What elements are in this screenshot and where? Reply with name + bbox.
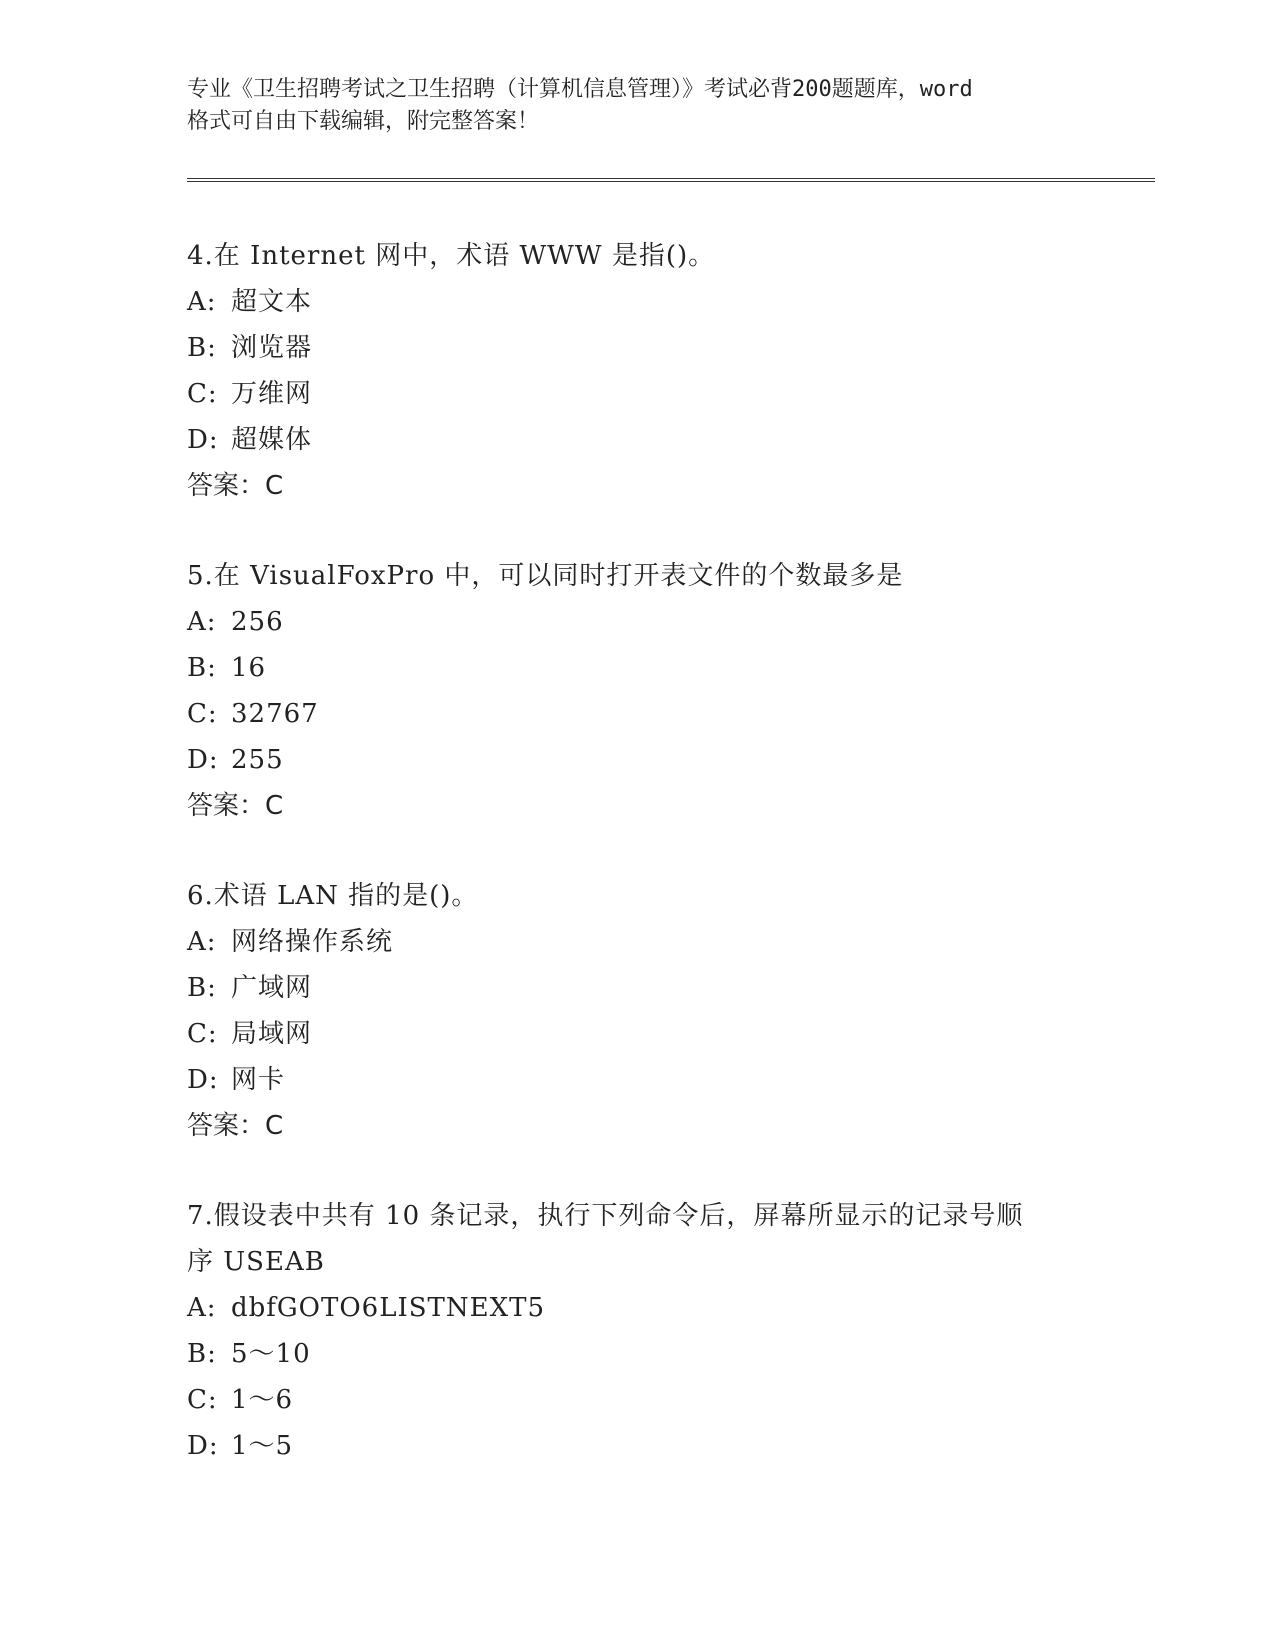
option-key: D:	[187, 745, 219, 775]
option-text: 万维网	[231, 379, 313, 409]
option-key: D:	[187, 1431, 219, 1461]
question-stem-line-2: 序 USEAB	[187, 1247, 325, 1277]
option-a	[187, 1285, 1137, 1331]
option-text: 5～10	[231, 1339, 311, 1369]
option-key: B:	[187, 973, 217, 1003]
option-text: 超媒体	[231, 425, 313, 455]
answer-value: C	[265, 791, 284, 821]
answer-label: 答案：	[187, 791, 266, 821]
option-key: D:	[187, 1065, 219, 1095]
option-key: A:	[187, 927, 217, 957]
option-key: A:	[187, 607, 217, 637]
option-key: B:	[187, 1339, 217, 1369]
option-key: A:	[187, 287, 217, 317]
answer-line	[187, 463, 1137, 509]
option-key: D:	[187, 425, 219, 455]
option-text: 32767	[231, 699, 319, 729]
header-divider	[187, 178, 1155, 182]
option-key: C:	[187, 1019, 218, 1049]
option-key: C:	[187, 379, 218, 409]
header-line-1: 专业《卫生招聘考试之卫生招聘（计算机信息管理）》考试必背200题题库，word	[187, 77, 973, 102]
answer-line	[187, 783, 1137, 829]
option-b	[187, 325, 1137, 371]
option-key: C:	[187, 1385, 218, 1415]
option-text: 1～6	[231, 1385, 294, 1415]
option-c	[187, 691, 1137, 737]
option-key: B:	[187, 333, 217, 363]
option-b	[187, 645, 1137, 691]
option-text: 广域网	[231, 973, 313, 1003]
option-b	[187, 965, 1137, 1011]
option-text: 256	[231, 607, 284, 637]
option-a	[187, 919, 1137, 965]
option-d	[187, 417, 1137, 463]
option-a	[187, 599, 1137, 645]
answer-value: C	[265, 471, 284, 501]
question-stem: 6.术语 LAN 指的是()。	[187, 881, 479, 911]
header-line-2: 格式可自由下载编辑，附完整答案！	[187, 109, 540, 134]
option-key: A:	[187, 1293, 217, 1323]
question-stem: 5.在 VisualFoxPro 中，可以同时打开表文件的个数最多是	[187, 561, 904, 591]
option-text: 超文本	[231, 287, 313, 317]
question-4	[187, 233, 1137, 509]
option-text: 1～5	[231, 1431, 294, 1461]
question-6	[187, 873, 1137, 1149]
answer-label: 答案：	[187, 1111, 266, 1141]
option-text: 浏览器	[231, 333, 313, 363]
option-text: dbfGOTO6LISTNEXT5	[231, 1293, 546, 1323]
answer-line	[187, 1103, 1137, 1149]
option-key: C:	[187, 699, 218, 729]
question-5	[187, 553, 1137, 829]
option-text: 网卡	[231, 1065, 286, 1095]
option-c	[187, 371, 1137, 417]
option-text: 局域网	[231, 1019, 313, 1049]
answer-value: C	[265, 1111, 284, 1141]
option-d	[187, 737, 1137, 783]
option-d	[187, 1057, 1137, 1103]
option-d	[187, 1423, 1137, 1469]
option-text: 网络操作系统	[231, 927, 394, 957]
option-text: 16	[231, 653, 267, 683]
option-c	[187, 1377, 1137, 1423]
answer-label: 答案：	[187, 471, 266, 501]
option-a	[187, 279, 1137, 325]
option-text: 255	[231, 745, 284, 775]
question-stem-line-1: 7.假设表中共有 10 条记录，执行下列命令后，屏幕所显示的记录号顺	[187, 1201, 1024, 1231]
option-b	[187, 1331, 1137, 1377]
question-7	[187, 1193, 1137, 1469]
document-header	[187, 74, 1087, 138]
option-key: B:	[187, 653, 217, 683]
question-stem: 4.在 Internet 网中，术语 WWW 是指()。	[187, 241, 716, 271]
option-c	[187, 1011, 1137, 1057]
question-list	[187, 233, 1137, 1513]
